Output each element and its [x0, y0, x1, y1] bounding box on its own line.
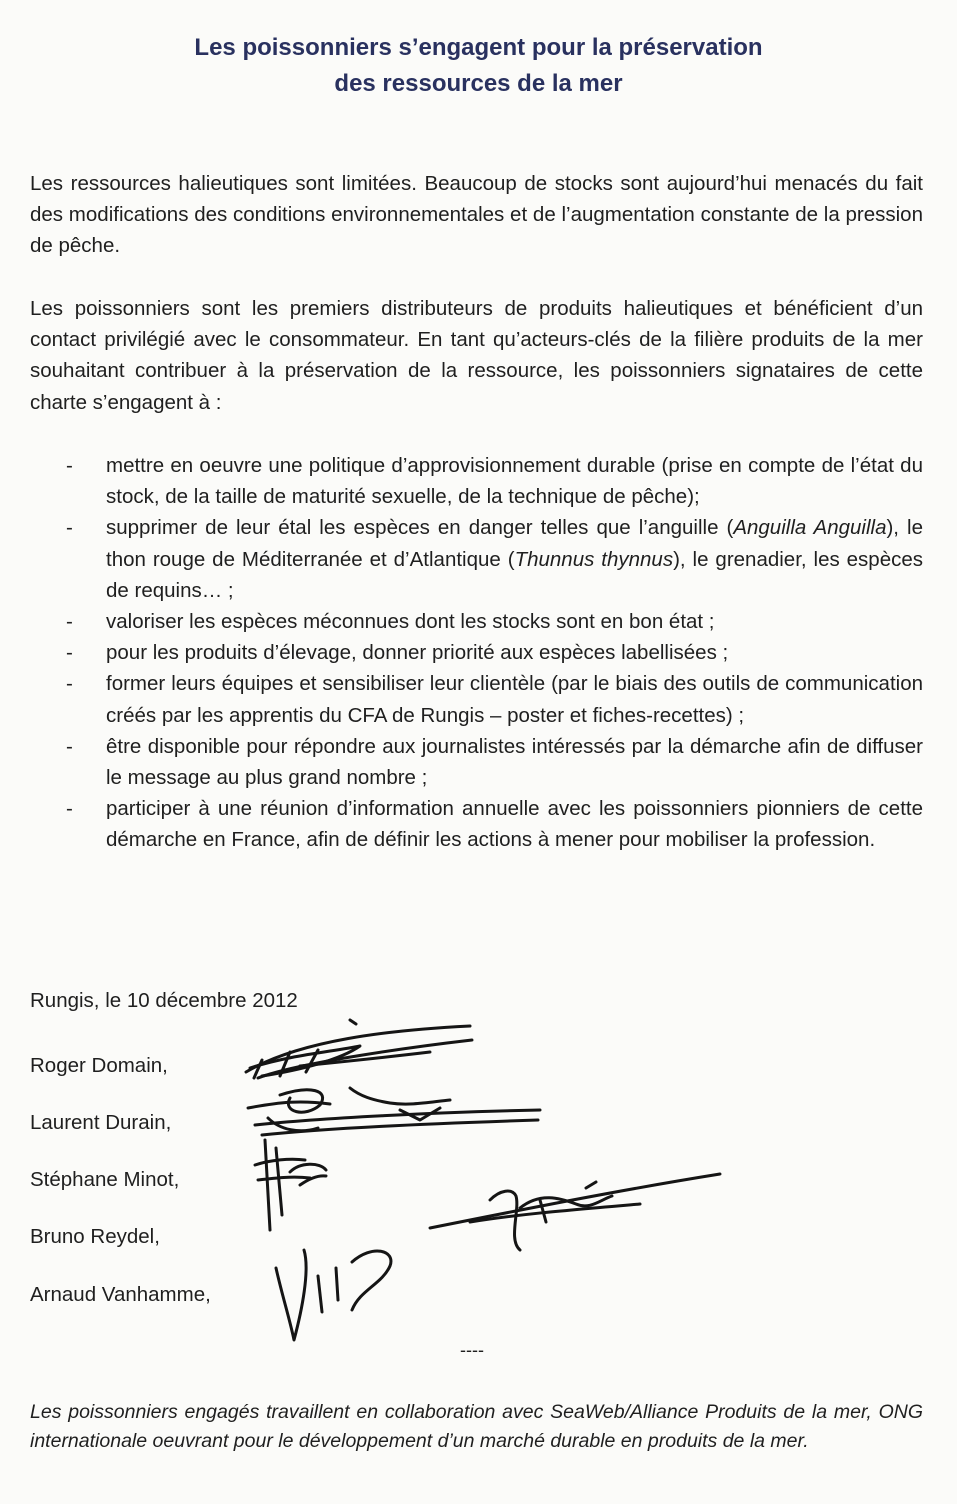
list-item-text: former leurs équipes et sensibiliser leur clientèle (par le biais des outils de communication créés par les apprentis du CFA de Rungis – poster et fiches-recettes) ;: [106, 672, 923, 727]
separator: ----: [460, 1340, 484, 1360]
intro-paragraph: Les ressources halieutiques sont limitées. Beaucoup de stocks sont aujourd’hui menacés du fait des modifications des conditions environnementales et de l’augmentation constante de la pression de pêche.: [30, 172, 923, 258]
list-item-text: valoriser les espèces méconnues dont les stocks sont en bon état ;: [106, 610, 715, 634]
list-item: [30, 668, 923, 730]
list-item-text: pour les produits d’élevage, donner priorité aux espèces labellisées ;: [106, 641, 729, 665]
list-dash: -: [66, 641, 73, 665]
title-line-1: Les poissonniers s’engagent pour la préservation: [194, 34, 763, 61]
signatory-name: Stéphane Minot,: [30, 1168, 180, 1191]
species-name: Anguilla Anguilla: [733, 516, 887, 540]
signatory-name: Arnaud Vanhamme,: [30, 1283, 211, 1306]
place-date: Rungis, le 10 décembre 2012: [30, 989, 298, 1012]
signature-arnaud-vanhamme: [276, 1250, 391, 1340]
list-item-text: participer à une réunion d’information annuelle avec les poissonniers pionniers de cette démarche en France, afin de définir les actions à mener pour mobiliser la profession.: [106, 797, 923, 852]
footnote: Les poissonniers engagés travaillent en collaboration avec SeaWeb/Alliance Produits de la mer, ONG internationale oeuvrant pour le développement d’un marché durable en produits de la mer.: [30, 1401, 923, 1452]
list-dash: -: [66, 672, 73, 696]
list-dash: -: [66, 516, 73, 540]
list-dash: -: [66, 454, 73, 477]
signatory-name: Roger Domain,: [30, 1054, 168, 1077]
signatory-name: Laurent Durain,: [30, 1111, 172, 1134]
list-item-text: ), le thon rouge de Méditerranée et d’Atlantique (: [106, 516, 923, 571]
signatory-name: Bruno Reydel,: [30, 1225, 160, 1248]
document-title: [0, 30, 957, 102]
commitments-list: [30, 450, 923, 856]
list-item: [30, 637, 923, 668]
list-item-text: ), le grenadier, les espèces de requins… ;: [106, 547, 924, 602]
distributors-paragraph: Les poissonniers sont les premiers distributeurs de produits halieutiques et bénéficient d’un contact privilégié avec le consommateur. En tant qu’acteurs-clés de la filière produits de la mer souhaitant contribuer à la préservation de la ressource, les poissonniers signataires de cette charte s’engagent à :: [30, 297, 923, 414]
list-item-text: mettre en oeuvre une politique d’approvisionnement durable (prise en compte de l’état du stock, de la taille de maturité sexuelle, de la technique de pêche);: [106, 454, 923, 509]
title-line-2: des ressources de la mer: [334, 70, 623, 97]
list-item: [30, 793, 923, 855]
list-item-text: être disponible pour répondre aux journalistes intéressés par la démarche afin de diffuser le message au plus grand nombre ;: [106, 734, 923, 790]
list-dash: -: [66, 797, 73, 821]
signature-stephane-minot: [255, 1140, 326, 1230]
list-item: [30, 606, 923, 637]
list-dash: -: [66, 734, 73, 758]
list-item: [30, 512, 923, 606]
signature-laurent-durain: [248, 1088, 540, 1135]
list-dash: -: [66, 610, 73, 634]
signature-bruno-reydel: [430, 1174, 720, 1250]
species-name: Thunnus thynnus: [514, 547, 674, 571]
list-item: [30, 450, 923, 512]
list-item: [30, 731, 923, 793]
list-item-text: supprimer de leur étal les espèces en danger telles que l’anguille (: [106, 516, 734, 540]
signature-roger-domain: [246, 1020, 472, 1078]
